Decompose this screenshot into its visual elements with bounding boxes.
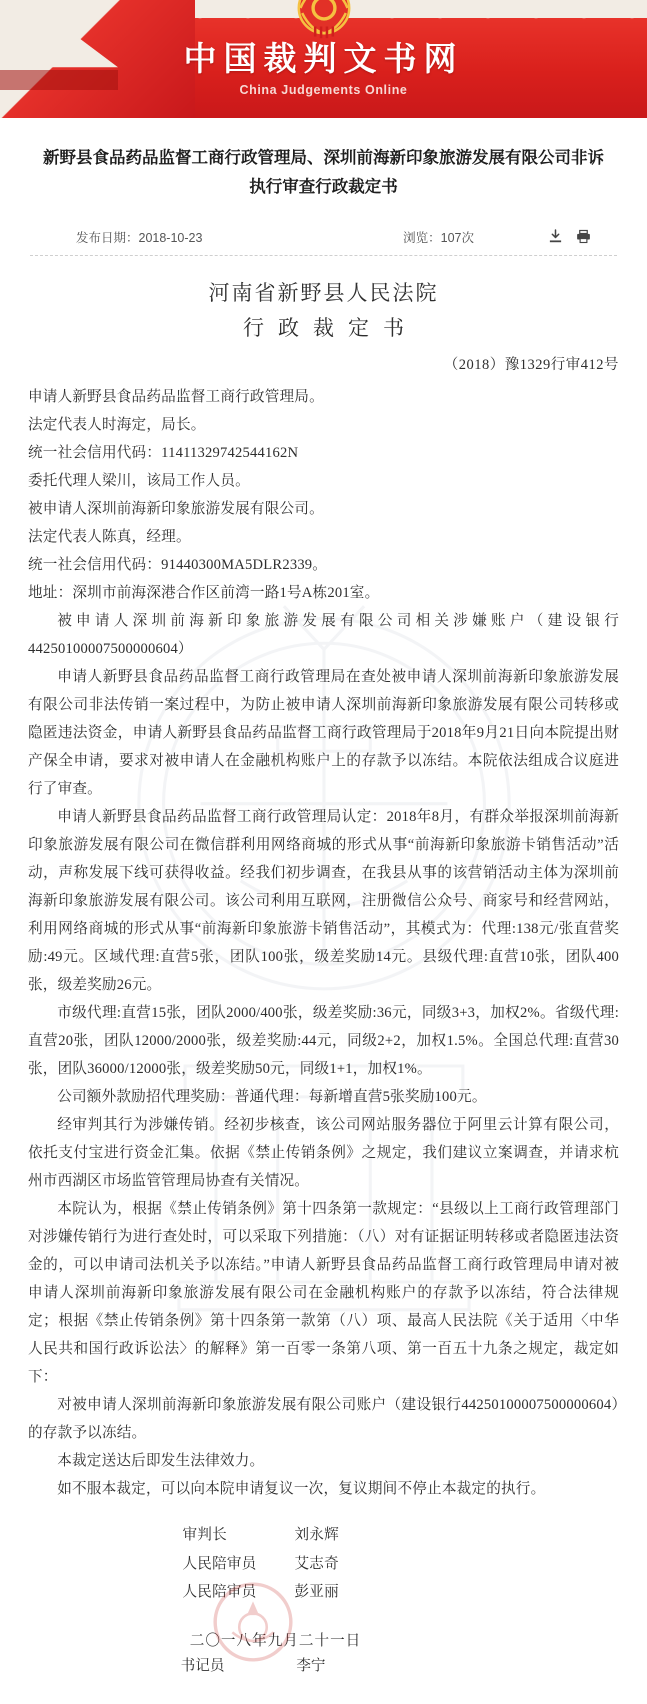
body-paragraph: 市级代理:直营15张，团队2000/400张，级差奖励:36元，同级3+3，加权2%。省级代理:直营20张，团队12000/2000张，级差奖励:44元，同级2+2，加权1.5%。全国总代理:直营30张，团队36000/12000张，级差奖励50元，同级1+1，加权1%。: [28, 1005, 619, 1078]
signature-row: [0, 1578, 551, 1606]
body-paragraph: 申请人新野县食品药品监督工商行政管理局。: [28, 388, 324, 405]
body-paragraph: 统一社会信用代码：11411329742544162N: [28, 444, 299, 461]
document-body: [28, 383, 619, 1504]
body-paragraph: 统一社会信用代码：91440300MA5DLR2339。: [28, 556, 328, 573]
banner-title-group: [0, 44, 647, 97]
body-paragraph: 本裁定送达后即发生法律效力。: [57, 1453, 265, 1470]
signature-role: 人民陪审员: [182, 1555, 257, 1572]
signature-lines: [0, 1521, 551, 1606]
document-content: [0, 118, 647, 1675]
download-icon[interactable]: [548, 229, 563, 244]
signature-name: 刘永辉: [294, 1527, 339, 1544]
case-number: （2018）豫1329行审412号: [443, 356, 619, 373]
print-icon[interactable]: [576, 229, 591, 244]
document-meta-row: [30, 228, 617, 256]
site-header-banner: [0, 0, 647, 118]
body-paragraph: 公司额外款励招代理奖励：普通代理：每新增直营5张奖励100元。: [57, 1089, 487, 1106]
signature-date: 二〇一八年九月二十一日: [189, 1632, 362, 1649]
signature-row: [0, 1550, 551, 1578]
body-paragraph: 被申请人深圳前海新印象旅游发展有限公司相关涉嫌账户（建设银行44250100007500000604）: [28, 612, 619, 657]
clerk-line: [0, 1654, 551, 1675]
page-title: 新野县食品药品监督工商行政管理局、深圳前海新印象旅游发展有限公司非诉执行审查行政裁定书: [43, 149, 604, 196]
document-sheet: [0, 118, 647, 1701]
body-paragraph: 地址：深圳市前海深港合作区前湾一路1号A栋201室。: [28, 584, 380, 601]
signature-name: 艾志奇: [294, 1555, 339, 1572]
signature-name: 彭亚丽: [294, 1584, 339, 1601]
publish-date: 发布日期：2018-10-23: [76, 230, 203, 245]
site-name-en: China Judgements Online: [239, 83, 408, 97]
body-paragraph: 申请人新野县食品药品监督工商行政管理局认定：2018年8月，有群众举报深圳前海新印象旅游发展有限公司在微信群利用网络商城的形式从事“前海新印象旅游卡销售活动”活动，声称发展下线可获得收益。经我们初步调查，在我县从事的该营销活动主体为深圳前海新印象旅游发展有限公司。该公司利用互联网，注册微信公众号、商家号和经营网站，利用网络商城的形式从事“前海新印象旅游卡销售活动”，其模式为：代理:138元/张直营奖励:49元。区域代理:直营5张，团队100张，级差奖励14元。县级代理:直营10张，团队400张，级差奖励26元。: [28, 808, 619, 994]
view-count: 浏览：107次: [403, 230, 474, 245]
signature-role: 审判长: [182, 1527, 227, 1544]
document-kind: 行政裁定书: [243, 316, 418, 341]
body-paragraph: 本院认为，根据《禁止传销条例》第十四条第一款规定：“县级以上工商行政管理部门对涉嫌传销行为进行查处时，可以采取下列措施：（八）对有证据证明转移或者隐匿违法资金的，可以申请司法机关予以冻结。”申请人新野县食品药品监督工商行政管理局申请对被申请人深圳前海新印象旅游发展有限公司在金融机构账户的存款予以冻结，符合法律规定；根据《禁止传销条例》第十四条第一款第（八）项、最高人民法院《关于适用〈中华人民共和国行政诉讼法〉的解释》第一百零一条第八项、第一百五十九条之规定，裁定如下：: [28, 1201, 619, 1386]
body-paragraph: 对被申请人深圳前海新印象旅游发展有限公司账户（建设银行44250100007500000604）的存款予以冻结。: [28, 1397, 619, 1442]
meta-action-icons: [548, 229, 591, 244]
body-paragraph: 被申请人深圳前海新印象旅游发展有限公司。: [28, 500, 324, 517]
clerk-name: 李宁: [296, 1657, 326, 1674]
signature-block: [0, 1521, 551, 1674]
body-paragraph: 委托代理人梁川，该局工作人员。: [28, 472, 250, 489]
body-paragraph: 法定代表人时海定，局长。: [28, 416, 206, 433]
body-paragraph: 法定代表人陈真，经理。: [28, 528, 191, 545]
signature-row: [0, 1521, 551, 1549]
signature-role: 人民陪审员: [182, 1584, 257, 1601]
site-name-cn: 中国裁判文书网: [183, 42, 464, 78]
clerk-role: 书记员: [180, 1657, 225, 1674]
body-paragraph: 如不服本裁定，可以向本院申请复议一次，复议期间不停止本裁定的执行。: [57, 1481, 546, 1498]
body-paragraph: 申请人新野县食品药品监督工商行政管理局在查处被申请人深圳前海新印象旅游发展有限公司非法传销一案过程中，为防止被申请人深圳前海新印象旅游发展有限公司转移或隐匿违法资金，申请人新野县食品药品监督工商行政管理局于2018年9月21日向本院提出财产保全申请，要求对被申请人在金融机构账户上的存款予以冻结。本院依法组成合议庭进行了审查。: [28, 668, 619, 797]
court-name: 河南省新野县人民法院: [208, 280, 439, 305]
body-paragraph: 经审判其行为涉嫌传销。经初步核查，该公司网站服务器位于阿里云计算有限公司，依托支付宝进行资金汇集。依据《禁止传销条例》之规定，我们建议立案调查，并请求杭州市西湖区市场监管管理局协查有关情况。: [28, 1117, 619, 1190]
